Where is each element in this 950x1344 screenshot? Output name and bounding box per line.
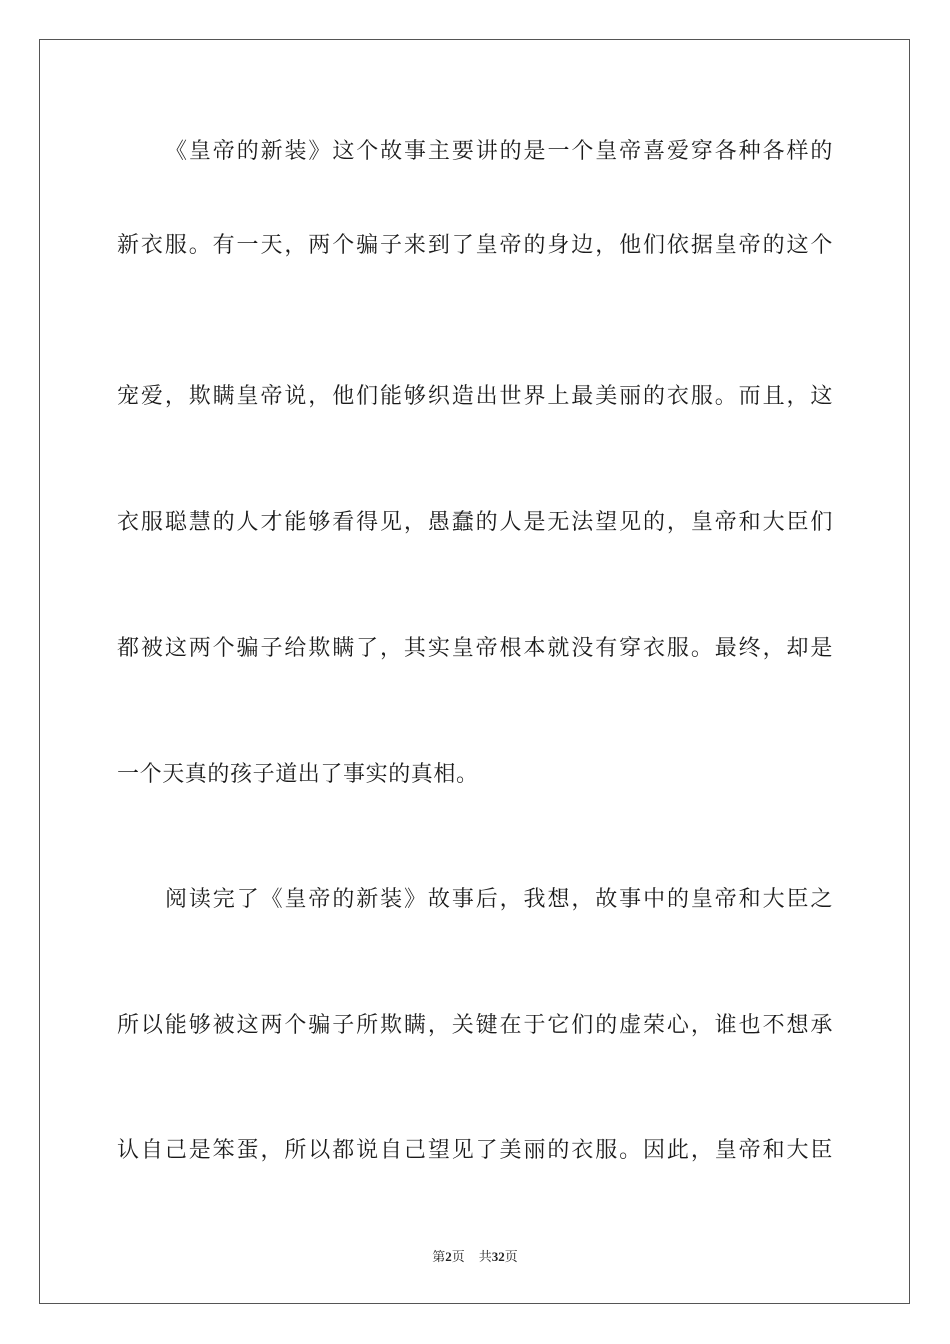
page-number: 2 <box>445 1249 452 1264</box>
page-prefix: 第 <box>432 1250 446 1265</box>
total-suffix: 页 <box>504 1250 518 1265</box>
page-border <box>39 39 910 1304</box>
page-suffix: 页 <box>451 1250 465 1265</box>
total-prefix: 共 <box>478 1250 492 1265</box>
paragraph-2-line-1: 阅读完了《皇帝的新装》故事后，我想，故事中的皇帝和大臣之 <box>165 887 833 912</box>
page-footer <box>0 1248 950 1267</box>
paragraph-2-line-2: 所以能够被这两个骗子所欺瞒，关键在于它们的虚荣心，谁也不想承 <box>117 1013 833 1038</box>
paragraph-1-line-6: 一个天真的孩子道出了事实的真相。 <box>117 762 479 787</box>
paragraph-2-line-3: 认自己是笨蛋，所以都说自己望见了美丽的衣服。因此，皇帝和大臣 <box>117 1138 833 1163</box>
paragraph-1-line-4: 衣服聪慧的人才能够看得见，愚蠢的人是无法望见的，皇帝和大臣们 <box>117 510 833 535</box>
paragraph-1-line-5: 都被这两个骗子给欺瞒了，其实皇帝根本就没有穿衣服。最终，却是 <box>117 636 833 661</box>
paragraph-1-line-3: 宠爱，欺瞒皇帝说，他们能够织造出世界上最美丽的衣服。而且，这 <box>117 384 833 409</box>
paragraph-1-line-1: 《皇帝的新装》这个故事主要讲的是一个皇帝喜爱穿各种各样的 <box>165 139 833 164</box>
paragraph-1-line-2: 新衣服。有一天，两个骗子来到了皇帝的身边，他们依据皇帝的这个 <box>117 233 833 258</box>
total-pages: 32 <box>491 1249 505 1264</box>
